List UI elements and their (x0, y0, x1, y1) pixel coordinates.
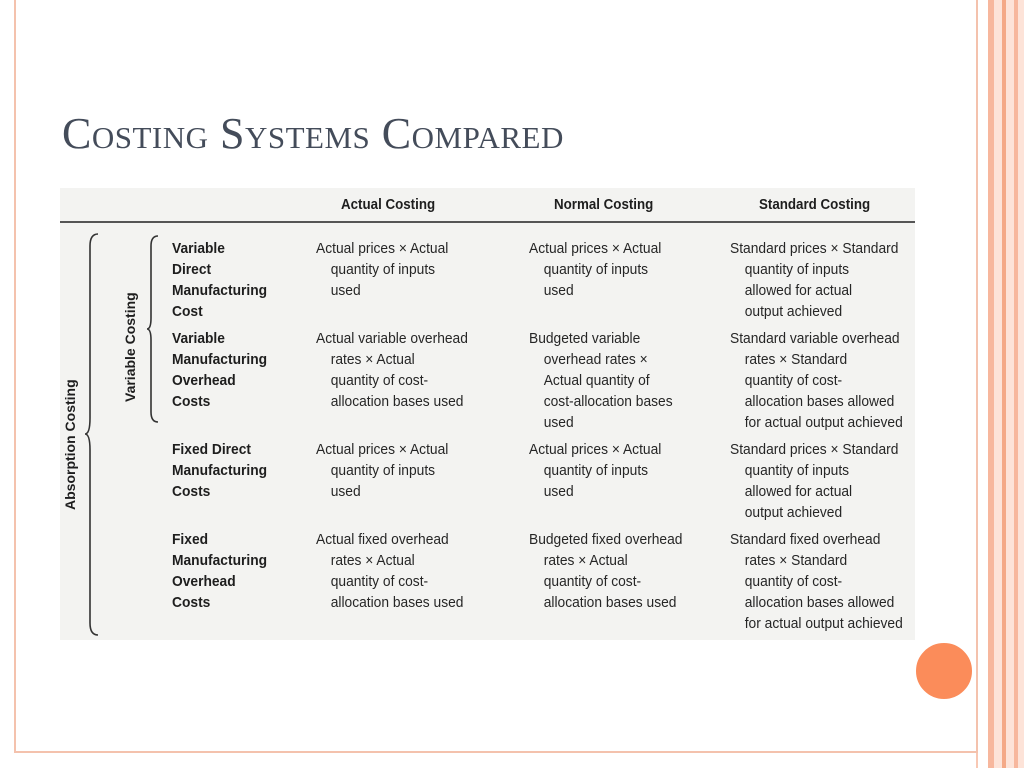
cell-standard-variable-overhead: Standard variable overhead rates × Standard quantity of cost- allocation bases allowed for actual output achieved (730, 330, 903, 431)
variable-costing-brace (146, 234, 160, 424)
absorption-costing-label: Absorption Costing (62, 379, 78, 510)
cell-normal-variable-direct: Actual prices × Actual quantity of inputs used (529, 240, 662, 299)
header-rule (60, 221, 915, 223)
costing-comparison-table (60, 188, 915, 640)
cell-actual-fixed-direct: Actual prices × Actual quantity of inputs used (316, 441, 449, 500)
row-label-variable-direct: Variable Direct Manufacturing Cost (172, 240, 268, 320)
cell-standard-variable-direct: Standard prices × Standard quantity of inputs allowed for actual output achieved (730, 240, 899, 320)
cell-standard-fixed-overhead: Standard fixed overhead rates × Standard quantity of cost- allocation bases allowed for actual output achieved (730, 531, 903, 632)
cell-normal-fixed-overhead: Budgeted fixed overhead rates × Actual quantity of cost- allocation bases used (529, 531, 683, 611)
cell-actual-fixed-overhead: Actual fixed overhead rates × Actual quantity of cost- allocation bases used (316, 531, 464, 611)
absorption-costing-brace (84, 232, 100, 637)
column-header-normal: Normal Costing (554, 197, 654, 213)
cell-standard-fixed-direct: Standard prices × Standard quantity of inputs allowed for actual output achieved (730, 441, 899, 521)
row-label-fixed-overhead: Fixed Manufacturing Overhead Costs (172, 531, 268, 611)
decorative-stripes (976, 0, 1024, 768)
variable-costing-label: Variable Costing (122, 292, 138, 402)
decorative-circle (913, 640, 975, 702)
column-header-standard: Standard Costing (759, 197, 871, 213)
cell-normal-fixed-direct: Actual prices × Actual quantity of inputs used (529, 441, 662, 500)
column-header-actual: Actual Costing (341, 197, 436, 213)
row-label-fixed-direct: Fixed Direct Manufacturing Costs (172, 441, 268, 500)
cell-actual-variable-overhead: Actual variable overhead rates × Actual quantity of cost- allocation bases used (316, 330, 468, 410)
cell-actual-variable-direct: Actual prices × Actual quantity of inputs used (316, 240, 449, 299)
row-label-variable-overhead: Variable Manufacturing Overhead Costs (172, 330, 268, 410)
cell-normal-variable-overhead: Budgeted variable overhead rates × Actual quantity of cost-allocation bases used (529, 330, 673, 431)
slide-title: Costing Systems Compared (62, 109, 564, 158)
